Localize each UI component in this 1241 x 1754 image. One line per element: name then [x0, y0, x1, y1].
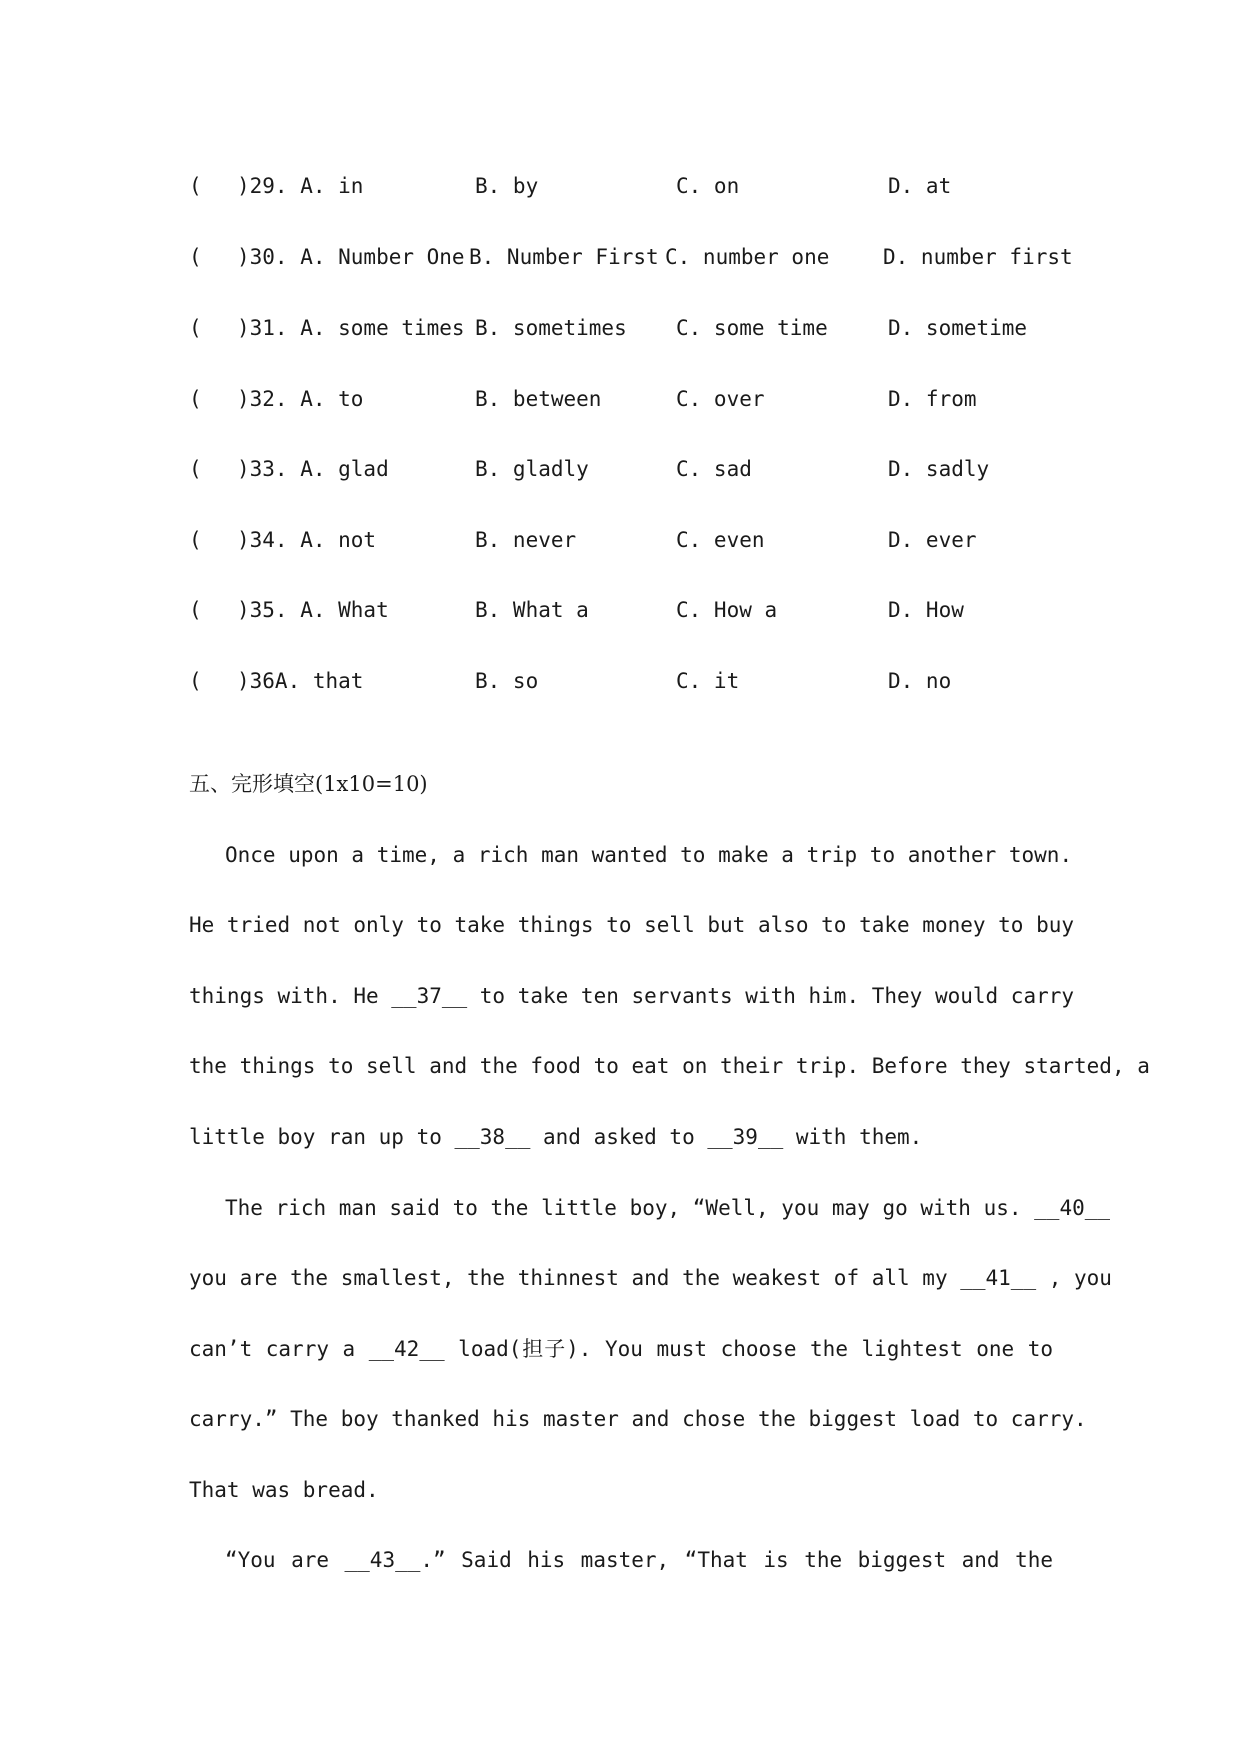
option-a: )36A. that [237, 669, 364, 693]
option-d: D. at [888, 174, 952, 198]
question-row [0, 520, 1241, 560]
option-a: )34. A. not [237, 528, 377, 552]
passage-line: the things to sell and the food to eat on their trip. Before they started, a [189, 1054, 1150, 1078]
option-c: C. it [676, 669, 740, 693]
answer-paren: ( [189, 528, 202, 552]
passage-line: things with. He __37__ to take ten servants with him. They would carry [189, 984, 1075, 1008]
option-b: B. so [475, 669, 539, 693]
question-row [0, 590, 1241, 630]
option-b: B. sometimes [475, 316, 627, 340]
option-d: D. from [888, 387, 977, 411]
question-row [0, 166, 1241, 206]
passage-line: The rich man said to the little boy, “Well, you may go with us. __40__ [225, 1196, 1111, 1220]
option-d: D. number first [883, 245, 1073, 269]
option-c: C. some time [676, 316, 828, 340]
option-c: C. over [676, 387, 765, 411]
option-b: B. never [475, 528, 577, 552]
answer-paren: ( [189, 316, 202, 340]
option-c: C. sad [676, 457, 752, 481]
option-b: B. What a [475, 598, 589, 622]
option-b: B. gladly [475, 457, 589, 481]
passage-line: little boy ran up to __38__ and asked to __39__ with them. [189, 1125, 923, 1149]
option-a: )30. A. Number One [237, 245, 465, 269]
section-title: 五、完形填空(1x10=10) [189, 772, 428, 796]
option-d: D. How [888, 598, 964, 622]
passage-line: He tried not only to take things to sell but also to take money to buy [189, 913, 1075, 937]
option-a: )29. A. in [237, 174, 364, 198]
option-a: )31. A. some times [237, 316, 465, 340]
option-a: )33. A. glad [237, 457, 389, 481]
answer-paren: ( [189, 669, 202, 693]
option-b: B. by [475, 174, 539, 198]
passage-line: That was bread. [189, 1478, 379, 1502]
option-b: B. Number First [469, 245, 659, 269]
passage-line: you are the smallest, the thinnest and the weakest of all my __41__ , you [189, 1266, 1112, 1290]
question-row [0, 661, 1241, 701]
option-a: )32. A. to [237, 387, 364, 411]
question-row [0, 237, 1241, 277]
passage-line: Once upon a time, a rich man wanted to make a trip to another town. [225, 843, 1073, 867]
option-a: )35. A. What [237, 598, 389, 622]
answer-paren: ( [189, 245, 202, 269]
answer-paren: ( [189, 457, 202, 481]
option-c: C. on [676, 174, 740, 198]
answer-paren: ( [189, 387, 202, 411]
option-c: C. even [676, 528, 765, 552]
option-c: C. How a [676, 598, 778, 622]
answer-paren: ( [189, 174, 202, 198]
passage-line: carry.” The boy thanked his master and chose the biggest load to carry. [189, 1407, 1087, 1431]
answer-paren: ( [189, 598, 202, 622]
question-row [0, 379, 1241, 419]
option-d: D. ever [888, 528, 977, 552]
passage-line: can’t carry a __42__ load(担子). You must choose the lightest one to [189, 1337, 1053, 1361]
option-b: B. between [475, 387, 602, 411]
option-c: C. number one [665, 245, 830, 269]
passage-line: “You are __43__.” Said his master, “That is the biggest and the [225, 1548, 1053, 1572]
option-d: D. no [888, 669, 952, 693]
question-row [0, 449, 1241, 489]
option-d: D. sadly [888, 457, 990, 481]
question-row [0, 308, 1241, 348]
option-d: D. sometime [888, 316, 1028, 340]
